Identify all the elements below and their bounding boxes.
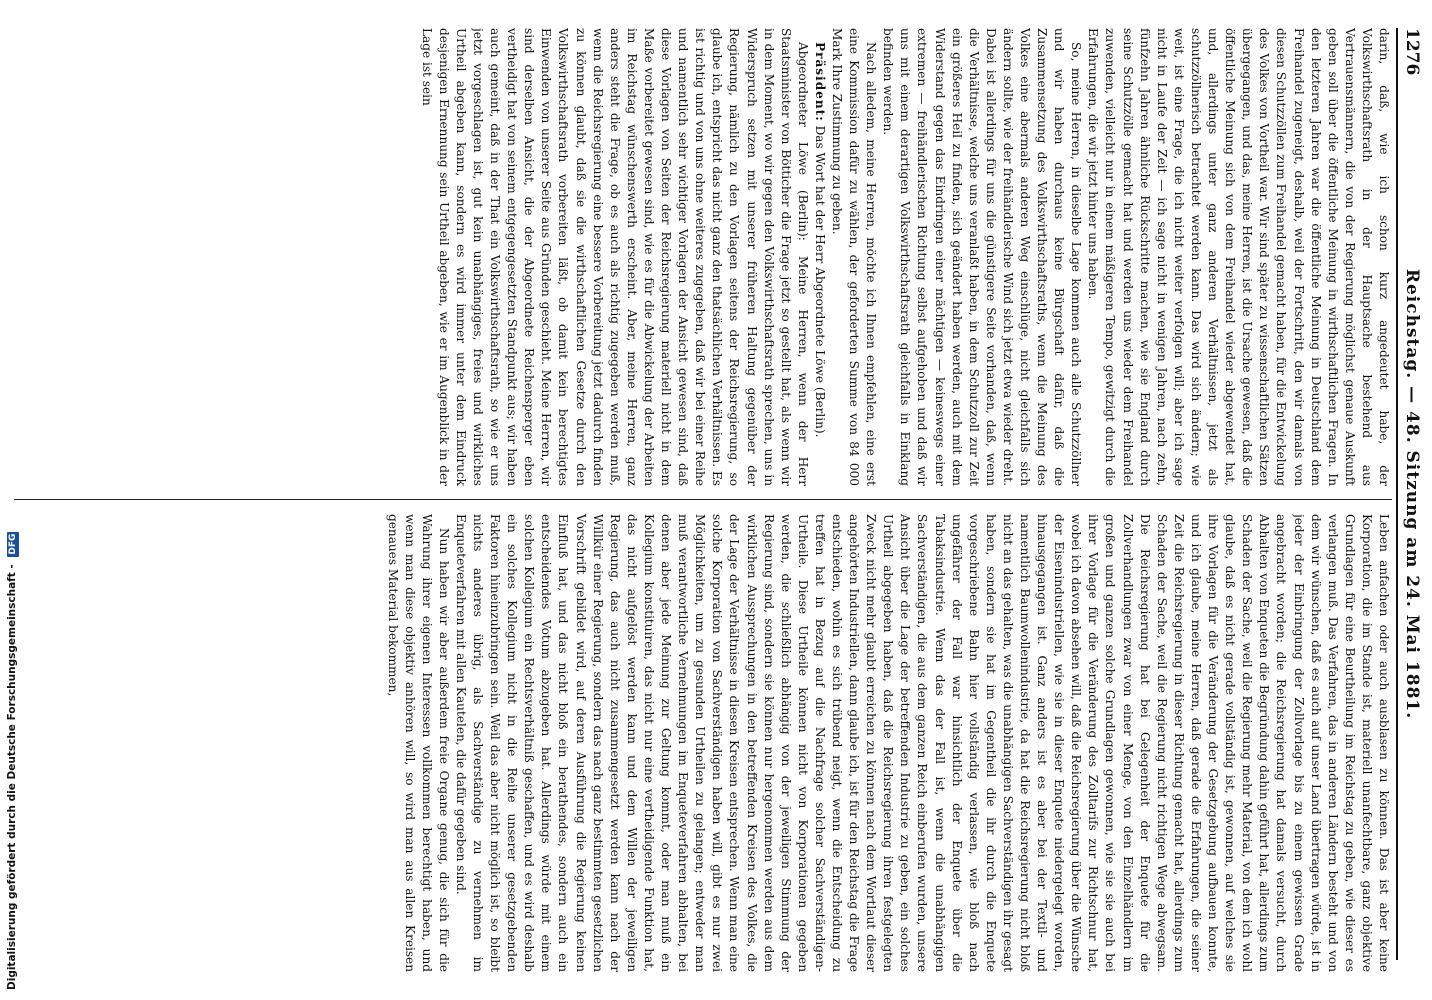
speaker-name: Präsident: — [812, 42, 827, 122]
left-column — [14, 28, 1392, 486]
watermark-text: Digitalisierung gefördert durch die Deutsche Forschungsgemeinschaft - — [6, 564, 18, 990]
page-header — [1398, 28, 1424, 960]
paragraph: Nun haben wir aber außerdem freie Organe genug, die sich für die Wahrung ihrer eigenen Interessen vollkommen berechtigt haben, und wenn man diese objektiv anhören will, so wird man aus allen Kreisen genaues Material bekommen, — [385, 514, 451, 972]
paragraph: darin, daß, wie ich schon kurz angedeutet habe, der Volkswirthschaftsrath in der Hauptsache bestehend aus Vertrauensmännern, die von der Regierung möglichst genaue Auskunft geben soll über die öffentliche Meinung in wirthschaftlichen Fragen. In den letzteren Jahren war die öffentliche Meinung in Deutschland dem Freihandel zugeneigt, deshalb, weil der Fortschritt, den wir damals von diesen Schutzzöllen zum Freihandel gemacht haben, für die Entwickelung des Volkes von Vortheil war. Wir sind später zu wissenschaftlichen Sätzen übergegangen, und das, meine Herren, ist die Ursache gewesen, daß die öffentliche Meinung sich von dem Freihandel wieder abgewendet hat, und, allerdings unter ganz anderen Verhältnissen, jetzt als schutzzöllnerisch betrachtet werden kann. Das wird sich ändern; wie weit, ist eine Frage, die ich nicht weiter verfolgen will; aber ich sage nicht in Laufe der Zeit — ich sage nicht in wenigen Jahren, nach zehn, fünfzehn Jahren ähnliche Rückschritte machen, wie sie England durch seine Schutzzölle gemacht hat und werden uns wieder dem Freihandel zuwenden, vielleicht nur in einem mäßigeren Tempo, gewitzigt durch die Erfahrungen, die wir jetzt hinter uns haben. — [1086, 28, 1391, 486]
paragraph: Leben anfachen oder auch ausblasen zu können. Das ist aber keine Korporation, die im Stande ist, materiell unanfechtbare, ganz objektive Grundlagen für eine Beurtheilung im Reichstag zu geben, wie dieser es verlangen muß. Das Verfahren, das in anderen Ländern besteht und von dem wir wünschen, daß es auch auf unser Land übertragen würde, ist in jeder der Einbringung der Zollvorlage bis zu einem gewissen Grade angebracht worden; die Reichsregierung hat damals versucht, durch Abhalten von Enqueten die Begründung dahin geführt hat, allerdings zum Schaden der Sache, weil die Regierung mehr Material, von dem ich wohl glaube, daß es nicht gerade vollständig ist, gewonnen, auf welches sie ihre Vorlagen für die Veränderung der Gesetzgebung aufbauen konnte, und ich glaube, meine Herren, daß gerade die Erfahrungen, die seiner Zeit die Reichsregierung in dieser Richtung gemacht hat, allerdings zum Schaden der Sache, weil die Regierung nicht richtigen Wege abwegsam. Die Reichsregierung hat bei Gelegenheit der Enquete für die Zollverhandlungen zwar von einer Menge, von den Einzelhändlern im großen und ganzen solche Grundlagen gewonnen, wie sie sie auch bei ihrer Vorlage für die Veränderung des Zolltarifs zur Richtschnur hat, wobei ich davon absehen will, daß die Reichsregierung über die Wünsche der Eisenindustriellen, wie sie in dieser Enquete niedergelegt worden, hinausgegangen ist. Ganz anders ist es aber bei der Textil- und namentlich Baumwollenindustrie, da hat die Reichsregierung nicht bloß nicht an das gehalten, was die unabhängigen Sachverständigen ihr gesagt haben, sondern sie hat im Gegentheil die ihr durch die Enquete vorgeschriebene Bahn hier vollständig verlassen, wie bloß nach ungefährer der Fall war hinsichtlich der Enquete über die Tabaksindustrie. Wenn das der Fall ist, wenn die unabhängigen Sachverständigen, die aus dem ganzen Reich einberufen wurden, unsere Ansicht über die Lage der betreffenden Industrie zu geben, ein solches Urtheil abgegeben haben, daß die Reichsregierung ihren festgelegten Zweck nicht mehr glaubt erreichen zu können nach dem Wortlaut dieser angehörten Industriellen, dann glaube ich, ist für den Reichstag die Frage entschieden, wohin es sich trübend neigt, wenn die Entscheidung zu treffen hat in Bezug auf die Nachfrage solcher Sachverständigen-Urtheile. Diese Urtheile können nicht von Korporationen gegeben werden, die schließlich abhängig von der jeweiligen Stimmung der Regierung sind, sondern sie können nur hergenommen werden aus dem wirklichen Aussprechungen in den betreffenden Kreisen des Volkes, die der Lage der Verhältnisse in diesen Kreisen entsprechen. Wenn man eine solche Korporation von Sachverständigen haben will, gibt es nur zwei Möglichkeiten, um zu gesunden Urtheilen zu gelangen; entweder man muß verantwortliche Vernehmungen im Enqueteverfahren abhalten, bei denen aber jede Meinung zur Geltung kommt, oder man muß ein Kollegium konstituiren, das nicht nur eine vertheidigende Funktion hat, das nicht aufgelöst werden kann und dem Willen der jeweiligen Regierung, das auch nicht zusammengesetzt werden kann nach der Willkür einer Regierung, sondern das nach ganz bestimmten gesetzlichen Vorschrift gebildet wird, auf deren Ausführung die Regierung keinen Einfluß hat, und das nicht bloß ein berathendes, sondern auch ein entscheidendes Votum abzugeben hat. Allerdings würde mit einem solchen Kollegium ein Rechtsverhältniß geschaffen, und es wird deshalb ein solches Kollegium nicht in die Reihe unserer gesetzgebenden Faktoren hineinzubringen sein. Weil das aber nicht möglich ist, so bleibt nichts anderes übrig, als Sachverständige zu vernehmen im Enqueteverfahren mit allen Kautelen, die dafür gegeben sind. — [453, 514, 1391, 972]
speaker-paragraph — [811, 28, 828, 486]
header-rule — [1396, 28, 1398, 960]
paragraph: Abgeordneter Löwe (Berlin): Meine Herren, wenn der Herr Staatsminister von Bötticher die Frage jetzt so gestellt hat, als wenn wir in dem Moment, wo wir gegen den Volkswirthschaftsrath sprechen, uns in Widerspruch setzen mit unserer früheren Haltung gegenüber der Regierung, nämlich zu den Vorlagen seitens der Reichsregierung, so glaube ich, entspricht das nicht ganz den thatsächlichen Verhältnissen. Es ist richtig und von uns ohne weiteres zugegeben, daß wir bei einer Reihe und namentlich sehr wichtiger Vorlagen der Ansicht gewesen sind, daß diese Vorlagen von Seiten der Reichsregierung materiell nicht in dem Maße vorbereitet gewesen sind, wie es für die Abwickelung der Arbeiten im Reichstag wünschenswerth erscheint. Aber, meine Herren, ganz anders steht die Frage, ob es auch als richtig zugegeben werden muß, wenn die Reichsregierung eine bessere Vorbereitung jetzt dadurch finden zu können glaubt, daß sie die wirthschaftlichen Gesetze durch den Volkswirthschaftsrath vorbereiten läßt, ob damit kein berechtigtes Einwenden von unserer Seite aus Gründen geschieht. Meine Herren, wir sind derselben Ansicht, die der Abgeordnete Reichensperger eben vertheidigt hat von seinem entgegengesetzten Standpunkt aus; wir haben auch gemeint, daß in der That ein Volkswirthschaftsrath, so wie er uns jetzt vorgeschlagen ist, gut kein unabhängiges, freies und wirkliches Urtheil abgeben kann, sondern es wird immer unter dem Eindruck desjenigen Ernennung sein Urtheil abgeben, wie er im Augenblick in der Lage ist sein — [419, 28, 810, 486]
page-title: Reichstag. — 48. Sitzung am 24. Mai 1881. — [1402, 268, 1422, 720]
page-number: 1276 — [1402, 28, 1422, 76]
right-column — [14, 514, 1392, 972]
speaker-text: Das Wort hat der Herr Abgeordnete Löwe (Berlin). — [812, 125, 827, 438]
column-divider — [14, 499, 1392, 500]
paragraph: Nach alledem, meine Herren, möchte ich Ihnen empfehlen, eine erst eine Kommission dafür zu wählen, der geforderten Summe von 84 000 Mark Ihre Zustimmung zu geben. — [830, 28, 879, 486]
dfg-logo: DFG — [8, 533, 18, 555]
paragraph: So, meine Herren, in dieselbe Lage kommen auch alle Schutzzöllner und wir haben durchaus keine Bürgschaft dafür, daß die Zusammensetzung des Volkswirthschaftsraths, wenn die Meinung des Volkes eine abermals anderen Weg einschlüge, nicht gleichfalls sich ändern sollte, wie der freihändlerische Wind sich jetzt etwa wieder dreht. Dabei ist allerdings für uns die günstigere Seite vorhanden, daß, wenn die Verhältnisse, welche uns veranlaßt haben, in dem Schutzzoll zur Zeit ein größeres Heil zu finden, sich geändert haben werden, auch mit dem Widerstand gegen das Eindringen einer mächtigen — keineswegs einer extremen — freihändlerischen Richtung selbst aufgehoben und daß wir uns mit einem derartigen Volkswirthschaftsrath gleichfalls in Einklang befinden werden. — [881, 28, 1084, 486]
